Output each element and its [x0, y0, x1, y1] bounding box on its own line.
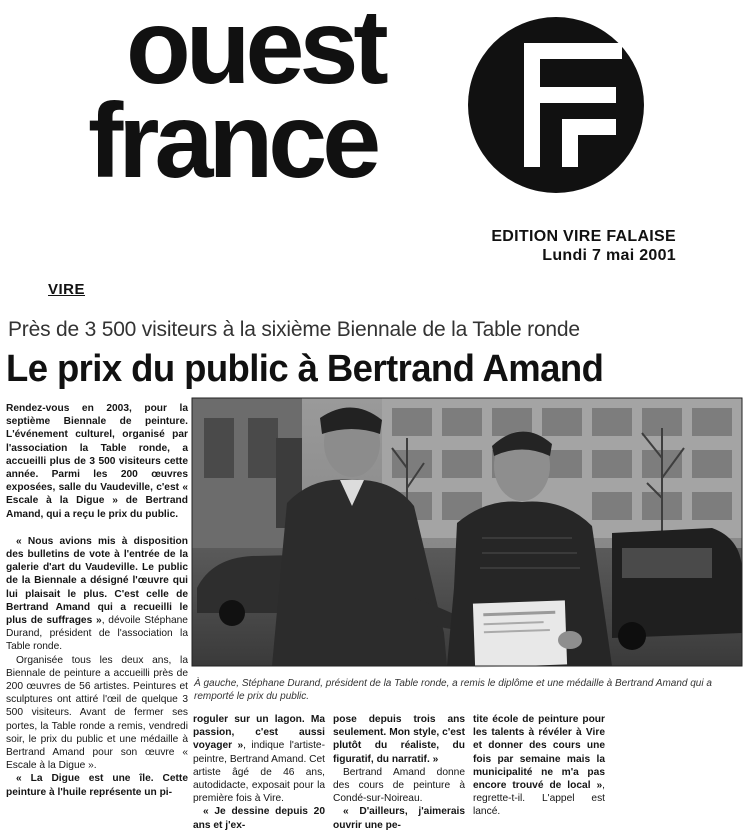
paragraph	[193, 713, 325, 805]
article-photo	[192, 398, 742, 666]
article-headline: Le prix du public à Bertrand Amand	[6, 348, 604, 390]
quote: « Nous avions mis à disposition des bulletins de vote à l'entrée de la galerie d'art du Vaudeville. Le public de la Biennale a désigné l'œuvre qui lui plaisait le plus. C'est celle de Bertrand Amand qui a recueilli le plus de suffrages »	[6, 535, 188, 627]
article-column-4	[473, 713, 605, 818]
edition-name: EDITION VIRE FALAISE	[491, 228, 676, 245]
masthead-ouest: ouest	[126, 0, 384, 106]
paragraph: pose depuis trois ans seulement. Mon style, c'est plutôt du réaliste, du figuratif, du narratif. »	[333, 714, 465, 765]
article-column-2	[193, 713, 325, 831]
rubric-label: VIRE	[48, 281, 86, 298]
article-kicker: Près de 3 500 visiteurs à la sixième Biennale de la Table ronde	[8, 318, 580, 341]
masthead-france: france	[88, 82, 377, 200]
article-column-1	[6, 402, 188, 798]
text-span: , dévoile Stéphane Durand, président de l'association la Table ronde.	[6, 615, 188, 653]
ouest-france-logo	[466, 15, 646, 195]
paragraph: Bertrand Amand donne des cours de peinture à Condé-sur-Noireau.	[333, 766, 465, 805]
paragraph: Organisée tous les deux ans, la Biennale de peinture a accueilli près de 200 œuvres de 56 artistes. Peintures et sculptures ont attiré l'œil de quelque 3 500 visiteurs. Avant de fermer ses portes, la Table ronde a remis, vendredi soir, le prix du public et une médaille à Bertrand Amand pour son œuvre « Escale à la Digue ».	[6, 654, 188, 772]
text-span: , regrette-t-il. L'appel est lancé.	[473, 780, 605, 818]
paragraph	[473, 713, 605, 819]
edition-block	[491, 227, 676, 265]
photo-caption: À gauche, Stéphane Durand, président de la Table ronde, a remis le diplôme et une médaille à Bertrand Amand qui a remporté le prix du public.	[194, 678, 712, 702]
quote: roguler sur un lagon. Ma passion, c'est aussi voyager »	[193, 714, 325, 752]
text-span: , indique l'artiste-peintre, Bertrand Amand. Cet artiste âgé de 46 ans, autodidacte, exposait pour la première fois à Vire.	[193, 740, 325, 805]
paragraph: « La Digue est une île. Cette peinture à l'huile représente un pi-	[6, 773, 188, 798]
article-lead: Rendez-vous en 2003, pour la septième Biennale de peinture. L'événement culturel, organisé par l'association la Table ronde, a accueilli plus de 3 500 visiteurs cette année. Parmi les 200 œuvres exposées, salle du Vaudeville, c'est « Escale à la Digue » de Bertrand Amand, qui a reçu le prix du public.	[6, 403, 188, 520]
paragraph	[6, 535, 188, 654]
article-column-3	[333, 713, 465, 831]
quote: tite école de peinture pour les talents à révéler à Vire et donner des cours une fois par semaine mais la municipalité ne m'a pas encore trouvé de local »	[473, 714, 605, 792]
edition-date: Lundi 7 mai 2001	[542, 247, 676, 264]
paragraph: « D'ailleurs, j'aimerais ouvrir une pe-	[333, 806, 465, 831]
paragraph: « Je dessine depuis 20 ans et j'ex-	[193, 806, 325, 831]
